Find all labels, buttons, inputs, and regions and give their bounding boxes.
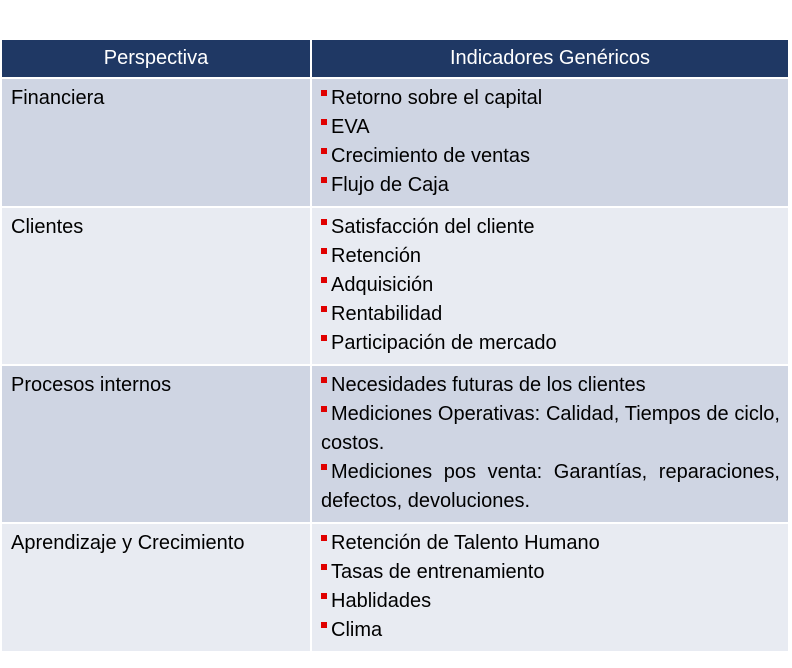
red-square-bullet-icon	[321, 464, 327, 470]
list-item	[321, 213, 780, 242]
indicator-list	[321, 84, 780, 200]
list-item	[321, 458, 780, 516]
perspective-cell: Procesos internos	[2, 365, 311, 523]
red-square-bullet-icon	[321, 564, 327, 570]
red-square-bullet-icon	[321, 335, 327, 341]
perspective-cell: Clientes	[2, 207, 311, 365]
list-item	[321, 400, 780, 458]
indicator-text: Satisfacción del cliente	[331, 216, 535, 238]
list-item	[321, 329, 780, 358]
red-square-bullet-icon	[321, 177, 327, 183]
red-square-bullet-icon	[321, 277, 327, 283]
red-square-bullet-icon	[321, 535, 327, 541]
indicator-text: Tasas de entrenamiento	[331, 561, 545, 583]
list-item	[321, 84, 780, 113]
indicator-text: Flujo de Caja	[331, 174, 449, 196]
indicators-cell	[311, 365, 788, 523]
perspective-cell: Aprendizaje y Crecimiento	[2, 523, 311, 652]
red-square-bullet-icon	[321, 377, 327, 383]
header-indicadores: Indicadores Genéricos	[311, 40, 788, 78]
table-row	[2, 365, 788, 523]
indicator-list	[321, 371, 780, 516]
list-item	[321, 371, 780, 400]
indicator-text: Participación de mercado	[331, 332, 557, 354]
indicator-text: Retorno sobre el capital	[331, 87, 543, 109]
red-square-bullet-icon	[321, 406, 327, 412]
table-row	[2, 207, 788, 365]
indicator-text: Retención	[331, 245, 422, 267]
indicator-text: Rentabilidad	[331, 303, 443, 325]
indicator-text: Hablidades	[331, 590, 432, 612]
red-square-bullet-icon	[321, 119, 327, 125]
indicators-cell	[311, 78, 788, 207]
list-item	[321, 616, 780, 645]
indicator-text: Mediciones Operativas: Calidad, Tiempos de ciclo, costos.	[321, 403, 780, 454]
perspective-cell: Financiera	[2, 78, 311, 207]
indicators-table	[2, 40, 788, 653]
indicator-text: Necesidades futuras de los clientes	[331, 374, 646, 396]
table-row	[2, 523, 788, 652]
indicator-list	[321, 529, 780, 645]
red-square-bullet-icon	[321, 306, 327, 312]
header-perspectiva: Perspectiva	[2, 40, 311, 78]
list-item	[321, 171, 780, 200]
indicators-cell	[311, 523, 788, 652]
indicator-text: Mediciones pos venta: Garantías, reparaciones, defectos, devoluciones.	[321, 461, 780, 512]
list-item	[321, 558, 780, 587]
list-item	[321, 587, 780, 616]
red-square-bullet-icon	[321, 622, 327, 628]
header-row	[2, 40, 788, 78]
list-item	[321, 113, 780, 142]
table-row	[2, 78, 788, 207]
indicator-text: Retención de Talento Humano	[331, 532, 600, 554]
indicator-list	[321, 213, 780, 358]
indicator-text: Crecimiento de ventas	[331, 145, 530, 167]
indicators-cell	[311, 207, 788, 365]
red-square-bullet-icon	[321, 219, 327, 225]
indicator-text: Clima	[331, 619, 383, 641]
red-square-bullet-icon	[321, 248, 327, 254]
list-item	[321, 242, 780, 271]
table-body	[2, 78, 788, 652]
red-square-bullet-icon	[321, 90, 327, 96]
list-item	[321, 300, 780, 329]
red-square-bullet-icon	[321, 148, 327, 154]
indicator-text: EVA	[331, 116, 370, 138]
list-item	[321, 271, 780, 300]
red-square-bullet-icon	[321, 593, 327, 599]
list-item	[321, 142, 780, 171]
indicator-text: Adquisición	[331, 274, 434, 296]
list-item	[321, 529, 780, 558]
